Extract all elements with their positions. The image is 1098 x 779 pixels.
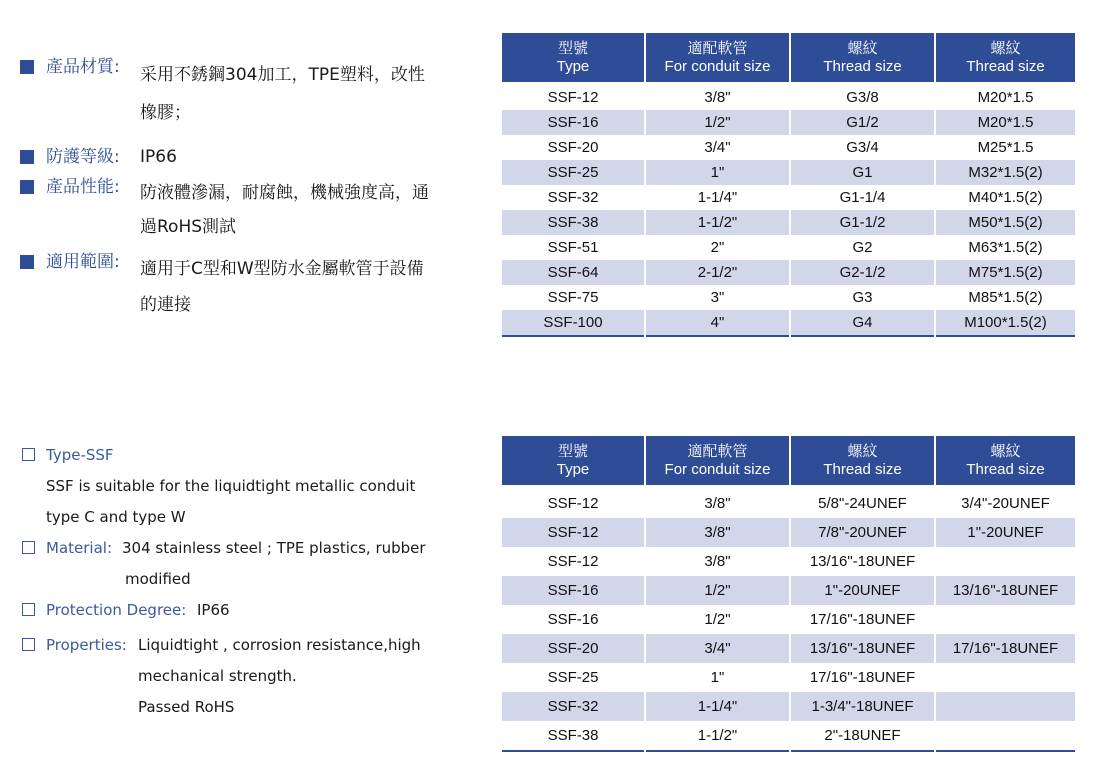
- table-cell: 1-3/4"-18UNEF: [790, 692, 935, 721]
- table-row: [502, 605, 1075, 634]
- header-en: Thread size: [823, 460, 902, 478]
- en-spec-material: [20, 533, 460, 595]
- en-spec-label: Properties:: [46, 636, 127, 654]
- header-thread-size-2: [935, 436, 1075, 485]
- table-cell: M85*1.5(2): [968, 289, 1043, 306]
- table-row: [502, 160, 1075, 185]
- table-cell: G3: [790, 285, 935, 310]
- table-cell: SSF-20: [502, 634, 645, 663]
- cn-spec-label: 產品性能:: [46, 177, 120, 197]
- header-conduit-size: [645, 436, 790, 485]
- table-cell: SSF-75: [502, 285, 645, 310]
- table-cell: 3": [645, 285, 790, 310]
- table-cell: 2": [645, 235, 790, 260]
- metric-thread-table: [502, 33, 1075, 337]
- header-cn: 型號: [557, 442, 588, 460]
- checkbox-square-icon: [22, 448, 35, 461]
- header-en: Type: [556, 57, 590, 75]
- table-cell: [935, 605, 1075, 634]
- table-cell: G1: [790, 160, 935, 185]
- table-cell: M75*1.5(2): [935, 260, 1075, 285]
- table-cell: SSF-12: [502, 547, 645, 576]
- table-cell: M32*1.5(2): [935, 160, 1075, 185]
- table-cell: SSF-20: [502, 135, 645, 160]
- table-row: [502, 721, 1075, 751]
- table-cell: SSF-38: [502, 721, 645, 751]
- table-cell: 1-1/2": [645, 210, 790, 235]
- table-cell: 3/8": [645, 547, 790, 576]
- cn-spec-material: [20, 56, 460, 132]
- table-cell: 2"-18UNEF: [790, 721, 935, 751]
- header-thread-size: [790, 436, 935, 485]
- table-cell: SSF-12: [502, 82, 645, 110]
- table-row: [502, 285, 1075, 310]
- table-cell: SSF-32: [502, 185, 645, 210]
- table-cell: G2-1/2: [790, 260, 935, 285]
- table-cell: 13/16"-18UNEF: [935, 576, 1075, 605]
- table-cell: SSF-12: [502, 485, 645, 518]
- table-cell: SSF-51: [502, 235, 645, 260]
- table-cell: [935, 692, 1075, 721]
- en-spec-value: Passed RoHS: [138, 698, 235, 716]
- table-cell: [935, 547, 1075, 576]
- header-cn: 螺紋: [990, 442, 1021, 460]
- en-spec-value: type C and type W: [46, 508, 186, 526]
- table-row: [502, 185, 1075, 210]
- table-cell: G2: [790, 235, 935, 260]
- table-cell: SSF-16: [502, 576, 645, 605]
- header-en: Type: [556, 460, 590, 478]
- en-spec-value: Liquidtight , corrosion resistance,high: [138, 636, 421, 654]
- checkbox-square-icon: [22, 638, 35, 651]
- table-cell: SSF-25: [502, 663, 645, 692]
- table-cell: G1/2: [790, 110, 935, 135]
- table-cell: 3/4": [645, 135, 790, 160]
- unef-thread-table: [502, 436, 1075, 752]
- table-cell: M100*1.5(2): [935, 310, 1075, 336]
- table-cell: 3/8": [645, 485, 790, 518]
- table-row: [502, 235, 1075, 260]
- bullet-square-icon: [20, 255, 34, 269]
- header-cn: 適配軟管: [687, 442, 748, 460]
- header-en: Thread size: [966, 460, 1045, 478]
- header-cn: 螺紋: [847, 442, 878, 460]
- bullet-square-icon: [20, 150, 34, 164]
- table-row: [502, 518, 1075, 547]
- table-cell: SSF-16: [502, 110, 645, 135]
- table-body: [502, 82, 1075, 336]
- checkbox-square-icon: [22, 541, 35, 554]
- checkbox-square-icon: [22, 603, 35, 616]
- table-cell: 1-1/4": [645, 692, 790, 721]
- table-cell: SSF-32: [502, 692, 645, 721]
- table-cell: 1-1/2": [645, 721, 790, 751]
- table-body: [502, 485, 1075, 751]
- table-row: [502, 260, 1075, 285]
- table-cell: 1"-20UNEF: [790, 576, 935, 605]
- en-spec-label: Type-SSF: [46, 446, 114, 464]
- table-cell: 13/16"-18UNEF: [790, 634, 935, 663]
- table-cell: G3/8: [790, 82, 935, 110]
- en-spec-properties: [20, 630, 460, 723]
- table-cell: SSF-16: [502, 605, 645, 634]
- table-cell: 13/16"-18UNEF: [790, 547, 935, 576]
- en-spec-value: SSF is suitable for the liquidtight metallic conduit: [46, 477, 416, 495]
- table-row: [502, 634, 1075, 663]
- table-cell: 1/2": [645, 605, 790, 634]
- header-thread-size-2: [935, 33, 1075, 82]
- table-cell: 7/8"-20UNEF: [790, 518, 935, 547]
- table-cell: G1-1/2: [790, 210, 935, 235]
- table-header-row: [502, 33, 1075, 82]
- table-cell: 4": [645, 310, 790, 336]
- table-cell: SSF-64: [502, 260, 645, 285]
- table-cell: M40*1.5(2): [968, 189, 1043, 206]
- table-cell: M20*1.5: [977, 89, 1034, 106]
- en-spec-type: [20, 440, 460, 533]
- cn-spec-label: 防護等級:: [46, 147, 120, 167]
- table-cell: 3/4"-20UNEF: [961, 495, 1050, 512]
- cn-spec-label: 適用範圍:: [46, 252, 120, 272]
- header-cn: 螺紋: [847, 39, 878, 57]
- en-spec-value: modified: [125, 570, 191, 588]
- cn-spec-value: IP66: [140, 147, 177, 167]
- table-cell: 1": [645, 160, 790, 185]
- table-header-row: [502, 436, 1075, 485]
- table-row: [502, 547, 1075, 576]
- en-spec-protection: [20, 595, 460, 626]
- en-spec-list: [20, 440, 460, 723]
- table-cell: 1-1/4": [645, 185, 790, 210]
- table-row: [502, 135, 1075, 160]
- table-cell: 2-1/2": [645, 260, 790, 285]
- en-spec-label: Material:: [46, 539, 112, 557]
- en-spec-label: Protection Degree:: [46, 601, 187, 619]
- table-row: [502, 692, 1075, 721]
- table-cell: 1": [645, 663, 790, 692]
- bullet-square-icon: [20, 60, 34, 74]
- header-type: [502, 33, 645, 82]
- en-spec-value: 304 stainless steel ; TPE plastics, rubber: [122, 539, 426, 557]
- cn-spec-value: 防液體滲漏，耐腐蝕，機械強度高，通過RoHS測試: [140, 183, 429, 237]
- header-cn: 螺紋: [990, 39, 1021, 57]
- en-spec-value: mechanical strength.: [138, 667, 297, 685]
- header-type: [502, 436, 645, 485]
- table-row: [502, 210, 1075, 235]
- bullet-square-icon: [20, 180, 34, 194]
- table-cell: 5/8"-24UNEF: [790, 485, 935, 518]
- header-en: For conduit size: [664, 460, 771, 478]
- header-conduit-size: [645, 33, 790, 82]
- header-thread-size: [790, 33, 935, 82]
- table-cell: G1-1/4: [790, 185, 935, 210]
- table-cell: 17/16"-18UNEF: [790, 605, 935, 634]
- cn-spec-list: [20, 57, 460, 337]
- table-cell: SSF-12: [502, 518, 645, 547]
- table-cell: [935, 663, 1075, 692]
- cn-spec-protection: [20, 146, 460, 168]
- header-en: For conduit size: [664, 57, 771, 75]
- en-spec-value: IP66: [197, 601, 230, 619]
- table-cell: M25*1.5: [977, 139, 1034, 156]
- table-cell: 17/16"-18UNEF: [790, 663, 935, 692]
- header-cn: 適配軟管: [687, 39, 748, 57]
- table-row: [502, 310, 1075, 336]
- table-cell: 3/4": [645, 634, 790, 663]
- table-cell: SSF-100: [502, 310, 645, 336]
- table-row: [502, 663, 1075, 692]
- table-row: [502, 576, 1075, 605]
- table-cell: SSF-38: [502, 210, 645, 235]
- table-cell: M20*1.5: [935, 110, 1075, 135]
- header-cn: 型號: [557, 39, 588, 57]
- table-cell: [935, 721, 1075, 751]
- cn-spec-value: 適用于C型和W型防水金屬軟管于設備的連接: [140, 259, 424, 315]
- table-cell: 17/16"-18UNEF: [935, 634, 1075, 663]
- table-cell: 1"-20UNEF: [935, 518, 1075, 547]
- table-cell: M50*1.5(2): [935, 210, 1075, 235]
- table-cell: 3/8": [645, 82, 790, 110]
- table-cell: 1/2": [645, 110, 790, 135]
- table-cell: G4: [790, 310, 935, 336]
- table-cell: 1/2": [645, 576, 790, 605]
- table-row: [502, 110, 1075, 135]
- table-cell: M63*1.5(2): [968, 239, 1043, 256]
- table-cell: G3/4: [790, 135, 935, 160]
- cn-spec-application: [20, 251, 460, 323]
- table-row: [502, 485, 1075, 518]
- table-cell: SSF-25: [502, 160, 645, 185]
- cn-spec-performance: [20, 176, 460, 244]
- table-cell: 3/8": [645, 518, 790, 547]
- cn-spec-label: 產品材質:: [46, 57, 120, 77]
- cn-spec-value: 采用不銹鋼304加工，TPE塑料，改性橡膠；: [140, 65, 425, 123]
- table-row: [502, 82, 1075, 110]
- header-en: Thread size: [823, 57, 902, 75]
- header-en: Thread size: [966, 57, 1045, 75]
